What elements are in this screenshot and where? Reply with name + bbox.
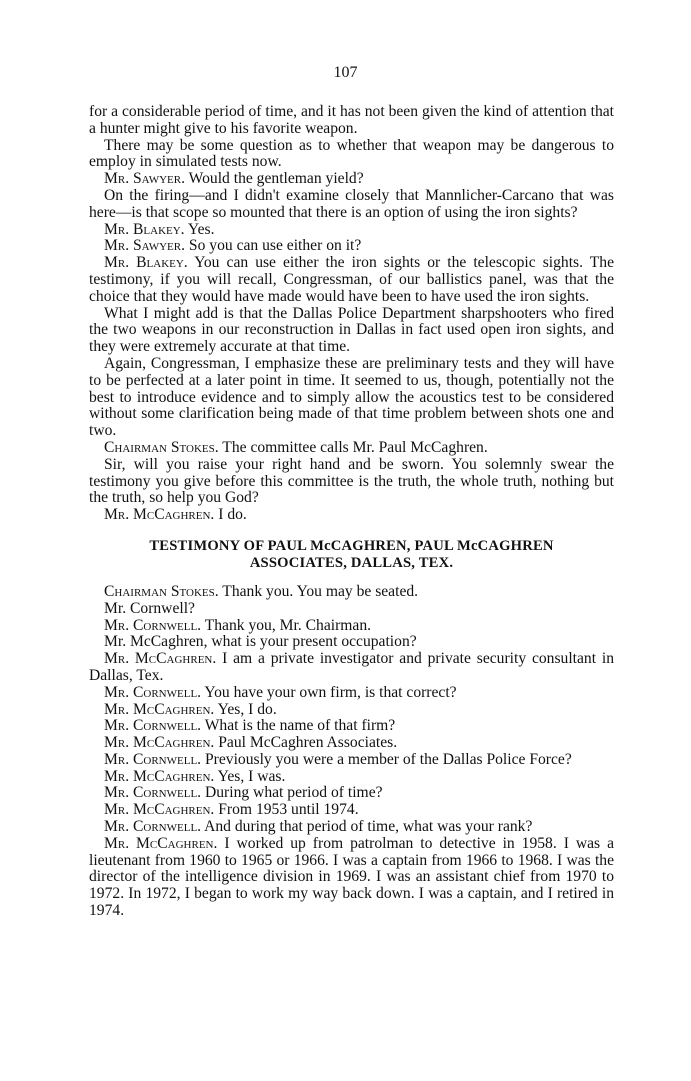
document-body [89, 104, 614, 920]
speaker: Chairman Stokes. [104, 582, 219, 600]
paragraph: Mr. McCaghren. I am a private investigator and private security consultant in Dallas, Tex. [89, 650, 614, 684]
paragraph: Mr. Cornwell. Previously you were a member of the Dallas Police Force? [104, 750, 572, 768]
speaker: Mr. McCaghren. [104, 734, 215, 752]
paragraph: Mr. Blakey. You can use either the iron sights or the telescopic sights. The testimony, if you will recall, Congressman, of our ballistics panel, was that the choice that they would have made would have been to have used the iron sights. [89, 254, 614, 305]
paragraph: Mr. Cornwell. Thank you, Mr. Chairman. [104, 616, 372, 634]
paragraph: What I might add is that the Dallas Police Department sharpshooters who fired the two weapons in our reconstruction in Dallas in fact used open iron sights, and they were extremely accurate at that time. [89, 304, 614, 356]
speaker: Mr. McCaghren. [104, 834, 218, 852]
paragraph: Mr. McCaghren. Yes, I do. [104, 700, 277, 718]
paragraph: Mr. McCaghren. I do. [104, 506, 247, 524]
speaker: Mr. McCaghren. [104, 506, 215, 524]
paragraph: Mr. McCaghren. From 1953 until 1974. [104, 801, 359, 819]
speaker: Mr. Cornwell. [104, 818, 202, 836]
speaker: Mr. Cornwell. [104, 616, 202, 634]
section-testimony [89, 584, 614, 920]
speaker: Mr. McCaghren. [104, 700, 215, 718]
paragraph: Mr. Blakey. Yes. [104, 220, 215, 238]
speaker: Mr. Cornwell. [104, 683, 202, 701]
page-number: 107 [333, 64, 358, 81]
speaker: Mr. Blakey. [104, 220, 185, 238]
speaker: Mr. McCaghren. [104, 801, 215, 819]
speaker: Mr. Cornwell. [104, 784, 202, 802]
paragraph: Again, Congressman, I emphasize these are preliminary tests and they will have to be perfected at a later point in time. It seemed to us, though, potentially not the best to introduce evidence and to simply allow the acoustics test to be considered without some clarification being made of that time problem between shots one and two. [89, 354, 614, 440]
paragraph: Mr. Cornwell. You have your own firm, is that correct? [104, 683, 457, 701]
speaker: Mr. McCaghren. [104, 767, 215, 785]
paragraph: Mr. Cornwell? [104, 599, 195, 617]
section-heading: TESTIMONY OF PAUL McCAGHREN, PAUL McCAGHREN ASSOCIATES, DALLAS, TEX. [149, 537, 554, 571]
speaker: Chairman Stokes. [104, 438, 219, 456]
speaker: Mr. McCaghren. [104, 650, 217, 668]
paragraph: Chairman Stokes. Thank you. You may be seated. [104, 582, 419, 600]
paragraph: Mr. Cornwell. And during that period of time, what was your rank? [104, 818, 533, 836]
paragraph: Mr. Cornwell. What is the name of that firm? [104, 717, 396, 735]
paragraph: Mr. Sawyer. So you can use either on it? [104, 237, 362, 255]
paragraph: Mr. McCaghren. Paul McCaghren Associates. [104, 734, 398, 752]
paragraph: Sir, will you raise your right hand and be sworn. You solemnly swear the testimony you give before this committee is the truth, the whole truth, nothing but the truth, so help you God? [89, 455, 614, 507]
paragraph: Mr. McCaghren. Yes, I was. [104, 767, 286, 785]
paragraph: Mr. McCaghren. I worked up from patrolman to detective in 1958. I was a lieutenant from 1960 to 1965 or 1966. I was a captain from 1966 to 1968. I was the director of the intelligence division in 1969. I was an assistant chief from 1970 to 1972. In 1972, I began to work my way back down. I was a captain, and I retired in 1974. [89, 834, 614, 920]
paragraph: Mr. McCaghren, what is your present occupation? [104, 633, 417, 651]
paragraph: for a considerable period of time, and it has not been given the kind of attention that a hunter might give to his favorite weapon. [89, 103, 614, 137]
paragraph: On the firing—and I didn't examine closely that Mannlicher-Carcano that was here—is that scope so mounted that there is an option of using the iron sights? [89, 186, 614, 221]
speaker: Mr. Cornwell. [104, 750, 202, 768]
speaker: Mr. Blakey. [104, 254, 188, 272]
speaker: Mr. Cornwell. [104, 717, 202, 735]
speaker: Mr. Sawyer. [104, 170, 186, 188]
section-statements [89, 104, 614, 524]
paragraph: There may be some question as to whether that weapon may be dangerous to employ in simulated tests now. [89, 136, 614, 171]
paragraph: Mr. Cornwell. During what period of time? [104, 784, 383, 802]
speaker: Mr. Sawyer. [104, 237, 186, 255]
paragraph: Mr. Sawyer. Would the gentleman yield? [104, 170, 364, 188]
paragraph: Chairman Stokes. The committee calls Mr. Paul McCaghren. [104, 438, 488, 456]
